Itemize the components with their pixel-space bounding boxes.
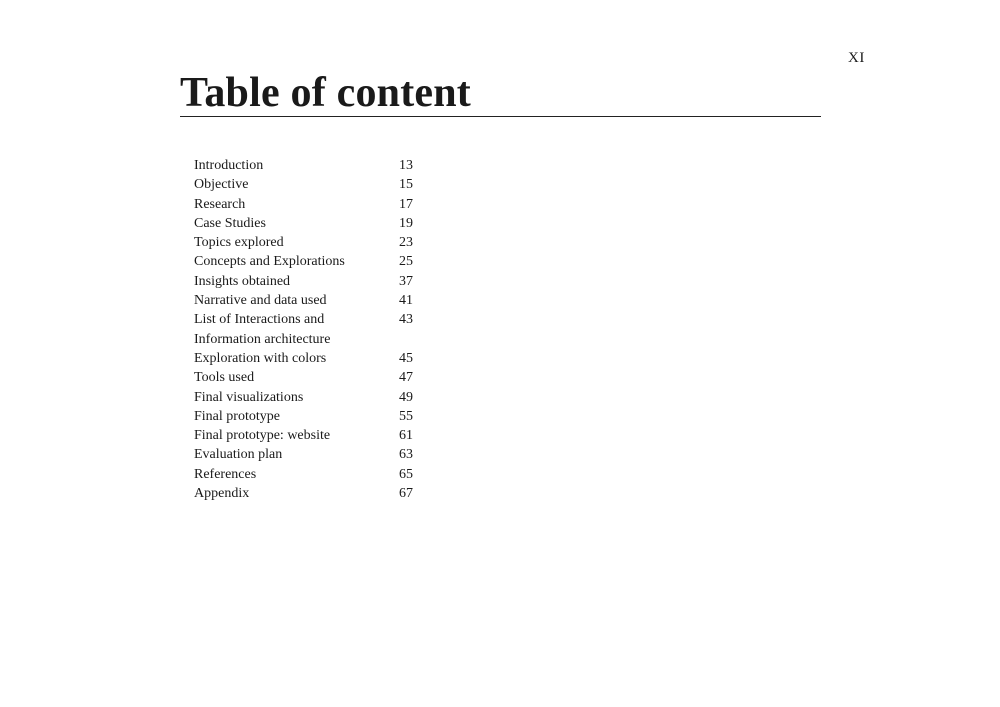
toc-entry — [194, 214, 439, 233]
toc-entry — [194, 156, 439, 175]
toc-entry-page-number: 15 — [399, 177, 413, 193]
toc-entry — [194, 291, 439, 310]
toc-entry-page-number: 43 — [399, 312, 413, 328]
toc-entry-page-number: 47 — [399, 370, 413, 386]
page-title: Table of content — [180, 70, 471, 116]
toc-entry-title: Objective — [194, 177, 249, 193]
toc-entry-title: Final prototype: website — [194, 428, 331, 444]
toc-entry — [194, 349, 439, 368]
toc-entry-page-number: 55 — [399, 408, 413, 424]
toc-entry-title: Evaluation plan — [194, 447, 283, 463]
toc-entry-title: Concepts and Explorations — [194, 254, 345, 270]
toc-entry-page-number: 37 — [399, 273, 413, 289]
toc-entry-title: References — [194, 466, 257, 482]
toc-entry — [194, 465, 439, 484]
toc-entry-title: Topics explored — [194, 235, 284, 251]
table-of-contents-list — [194, 156, 439, 503]
toc-entry — [194, 272, 439, 291]
toc-entry-title: Tools used — [194, 370, 255, 386]
toc-entry-title: Final prototype — [194, 408, 280, 424]
toc-entry — [194, 310, 439, 349]
toc-entry — [194, 484, 439, 503]
toc-entry-title: Exploration with colors — [194, 350, 327, 366]
toc-entry-page-number: 19 — [399, 215, 413, 231]
toc-entry — [194, 368, 439, 387]
toc-entry — [194, 445, 439, 464]
toc-entry-page-number: 13 — [399, 158, 413, 173]
page-number: XI — [848, 50, 865, 66]
toc-entry-title: Research — [194, 196, 246, 212]
toc-entry — [194, 407, 439, 426]
toc-entry-page-number: 61 — [399, 428, 413, 444]
toc-entry-page-number: 49 — [399, 389, 413, 405]
toc-entry — [194, 175, 439, 194]
toc-entry-title: Appendix — [194, 486, 250, 502]
toc-entry — [194, 252, 439, 271]
toc-entry-page-number: 67 — [399, 486, 413, 502]
toc-entry-page-number: 25 — [399, 254, 413, 270]
toc-entry-page-number: 65 — [399, 466, 413, 482]
toc-entry-title: Introduction — [194, 158, 264, 173]
title-underline-divider — [180, 116, 821, 117]
toc-entry — [194, 233, 439, 252]
toc-entry-page-number: 63 — [399, 447, 413, 463]
toc-entry-page-number: 23 — [399, 235, 413, 251]
toc-entry — [194, 426, 439, 445]
toc-entry-title: Narrative and data used — [194, 293, 327, 309]
toc-entry-page-number: 17 — [399, 196, 413, 212]
toc-entry-title: List of Interactions and Information architecture — [194, 312, 331, 347]
toc-entry-title: Insights obtained — [194, 273, 291, 289]
toc-entry-title: Case Studies — [194, 215, 266, 231]
toc-entry-page-number: 41 — [399, 293, 413, 309]
toc-entry-page-number: 45 — [399, 350, 413, 366]
toc-entry — [194, 388, 439, 407]
toc-entry-title: Final visualizations — [194, 389, 304, 405]
toc-entry — [194, 195, 439, 214]
